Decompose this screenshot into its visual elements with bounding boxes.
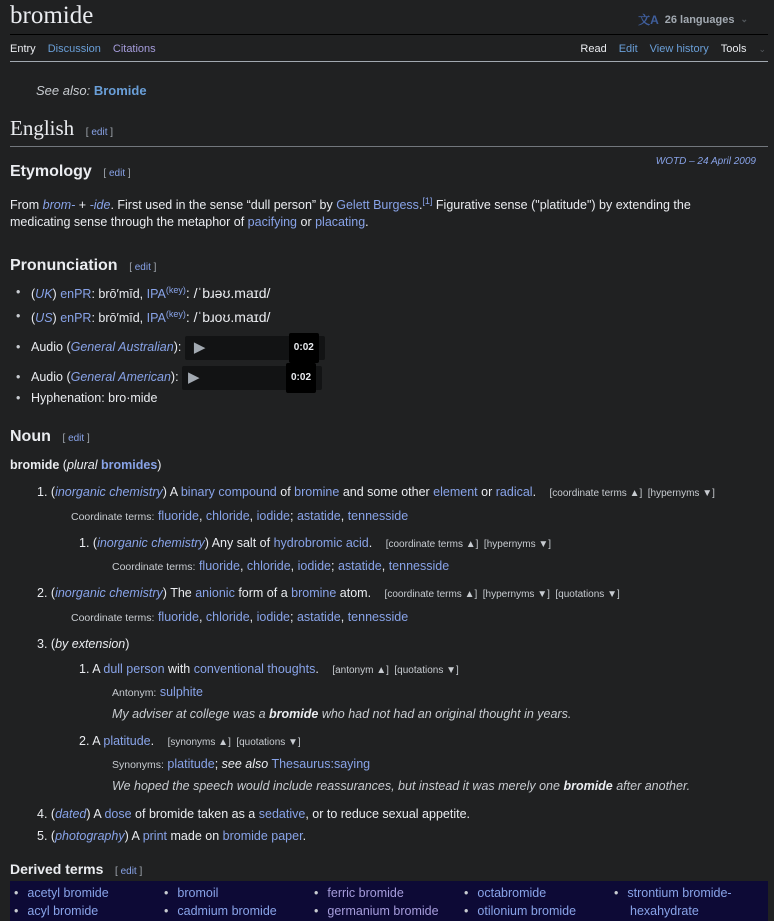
pronunciation-list	[16, 285, 325, 405]
sense-4: 4. (dated) A dose of bromide taken as a sedative, or to reduce sexual appetite.	[37, 807, 470, 821]
thesaurus-link[interactable]: Thesaurus:saying	[271, 757, 371, 771]
derived-col-1: • acetyl bromide • acyl bromide	[14, 886, 109, 918]
text: From	[10, 198, 40, 213]
etymology-heading-row	[10, 163, 131, 181]
term-link[interactable]: fluoride	[198, 559, 240, 573]
term-link[interactable]: tennesside	[347, 509, 409, 523]
edit-link[interactable]: edit	[120, 866, 137, 877]
hypernyms-toggle[interactable]: [hypernyms ▼]	[647, 488, 715, 499]
element-link[interactable]: element	[433, 485, 478, 499]
example-headword: bromide	[269, 707, 319, 721]
quotations-toggle[interactable]: [quotations ▼]	[555, 589, 620, 600]
translate-icon: 文A	[638, 13, 659, 27]
noun-heading: Noun	[10, 428, 51, 445]
tab-citations[interactable]: Citations	[112, 43, 156, 55]
text: with	[168, 662, 191, 676]
usage-example	[112, 707, 571, 721]
tab-read[interactable]: Read	[580, 43, 607, 55]
quotations-toggle[interactable]: [quotations ▼]	[236, 737, 301, 748]
coordinate-terms-toggle[interactable]: [coordinate terms ▲]	[549, 488, 643, 499]
wotd-link[interactable]: WOTD – 24 April 2009	[655, 156, 756, 167]
derived-term-link[interactable]: ferric bromide	[327, 886, 404, 900]
tab-edit[interactable]: Edit	[618, 43, 638, 55]
platitude-link[interactable]: platitude	[103, 734, 151, 748]
enpr-value: brō′mīd,	[98, 287, 144, 302]
coordinate-terms: Coordinate terms: fluoride, chloride, iodide; astatide, tennesside	[71, 509, 409, 523]
coordinate-terms: Coordinate terms: fluoride, chloride, iodide; astatide, tennesside	[71, 610, 409, 624]
pacifying-link[interactable]: pacifying	[247, 215, 298, 229]
chevron-down-icon[interactable]: ⌄	[758, 43, 766, 54]
coordinate-terms: Coordinate terms: fluoride, chloride, iodide; astatide, tennesside	[112, 559, 450, 573]
sense-3: 3. (by extension)	[37, 637, 130, 651]
accent-link[interactable]: General Australian	[70, 340, 174, 354]
derived-term-link[interactable]: hexahydrate	[630, 904, 699, 918]
derived-terms-heading: Derived terms	[10, 861, 104, 877]
coordinate-terms-label: Coordinate terms:	[71, 511, 155, 523]
audio-player[interactable]	[185, 336, 325, 360]
english-heading: English	[10, 116, 75, 140]
text: We hoped the speech would include reassurances, but instead it was merely one	[112, 779, 560, 793]
coordinate-terms-label: Coordinate terms:	[112, 561, 196, 573]
uk-link[interactable]: UK	[35, 287, 53, 302]
see-also-text: see also	[221, 757, 269, 771]
ipa-value: : /ˈbɹəʊ.maɪd/	[185, 285, 271, 302]
edit-section: [ edit ]	[103, 168, 131, 179]
text: A	[92, 734, 100, 748]
view-tabs	[580, 43, 766, 55]
play-icon[interactable]: ▶	[188, 368, 200, 386]
bromine-link[interactable]: bromine	[294, 485, 340, 499]
text: made on	[170, 829, 220, 843]
sense-3-2: 2. A platitude. [synonyms ▲] [quotations ▼]	[79, 734, 301, 748]
derived-terms-box	[10, 881, 768, 921]
audio-player[interactable]	[182, 366, 322, 390]
sense-1: 1. (inorganic chemistry) A binary compound of bromine and some other element or radical. [coordinate terms ▲] [hypernyms ▼]	[37, 485, 715, 499]
placating-link[interactable]: placating	[315, 215, 366, 229]
term-link[interactable]: chloride	[205, 509, 250, 523]
term-link[interactable]: astatide	[296, 610, 341, 624]
headword-line: bromide (plural bromides)	[10, 458, 162, 472]
sense-number: 4.	[37, 807, 48, 821]
term-link[interactable]: tennesside	[388, 559, 450, 573]
hypernyms-toggle[interactable]: [hypernyms ▼]	[483, 539, 552, 550]
enpr-link[interactable]: enPR	[60, 311, 92, 326]
derived-term-link[interactable]: strontium bromide-	[627, 886, 732, 900]
ipa-key-link[interactable]: (key)	[165, 309, 186, 319]
derived-term-link[interactable]: cadmium bromide	[177, 904, 277, 918]
edit-section: [ edit ]	[129, 262, 157, 273]
etymology-heading: Etymology	[10, 163, 92, 180]
label-link[interactable]: dated	[55, 807, 87, 821]
tab-entry[interactable]: Entry	[10, 43, 36, 55]
edit-link[interactable]: edit	[134, 262, 151, 273]
audio-american: • Audio (General American): ▶ 0:02	[16, 365, 325, 391]
text: who had not had an original thought in years.	[321, 707, 572, 721]
derived-col-2: • bromoil • cadmium bromide	[164, 886, 277, 918]
etymology-line-2: medicating sense through the metaphor of pacifying or placating.	[10, 215, 369, 229]
antonym-toggle[interactable]: [antonym ▲]	[332, 665, 389, 676]
derived-term-link[interactable]: acetyl bromide	[27, 886, 109, 900]
usage-example	[112, 779, 690, 793]
plural-link[interactable]: bromides	[101, 458, 158, 472]
label: by extension	[55, 637, 126, 651]
tab-discussion[interactable]: Discussion	[47, 43, 101, 55]
text: or	[300, 215, 312, 229]
anionic-link[interactable]: anionic	[195, 586, 235, 600]
audio-duration: 0:02	[286, 363, 316, 393]
audio-duration: 0:02	[289, 333, 319, 363]
label-link[interactable]: inorganic chemistry	[55, 485, 163, 499]
text: Any salt of	[211, 536, 271, 550]
chevron-down-icon: ⌄	[740, 14, 748, 24]
sense-number: 1.	[37, 485, 48, 499]
pronunciation-heading: Pronunciation	[10, 257, 118, 274]
text: medicating sense through the metaphor of	[10, 215, 245, 229]
languages-label: 26 languages	[664, 13, 735, 26]
see-also	[36, 83, 147, 98]
coordinate-terms-toggle[interactable]: [coordinate terms ▲]	[384, 589, 478, 600]
sense-number: 3.	[37, 637, 48, 651]
antonym-label: Antonym:	[112, 687, 157, 699]
ipa-link[interactable]: IPA	[146, 287, 166, 302]
sedative-link[interactable]: sedative	[258, 807, 306, 821]
sense-number: 1.	[79, 662, 90, 676]
reference-link[interactable]: [1]	[422, 196, 433, 206]
term-link[interactable]: fluoride	[157, 509, 199, 523]
text: after another.	[616, 779, 691, 793]
text: A	[131, 829, 140, 843]
headword: bromide	[10, 458, 60, 472]
derived-col-5: • strontium bromide- hexahydrate	[614, 886, 732, 918]
sense-number: 5.	[37, 829, 48, 843]
gelett-burgess-link[interactable]: Gelett Burgess	[336, 198, 419, 213]
pron-us: • (US) enPR: brō′mīd, $IPA^{(key)}$: /ˈbɹoʊ.maɪd/	[16, 309, 325, 335]
noun-heading-row	[10, 428, 90, 446]
bromine-link[interactable]: bromine	[291, 586, 337, 600]
ipa-link[interactable]: IPA	[146, 311, 166, 326]
pron-uk: • (UK) enPR: brō′mīd, $IPA^{(key)}$: /ˈbɹəʊ.maɪd/	[16, 285, 325, 309]
hypernyms-toggle[interactable]: [hypernyms ▼]	[482, 589, 550, 600]
derived-col-4: • octabromide • otilonium bromide	[464, 886, 577, 918]
derived-term-link[interactable]: bromoil	[177, 886, 219, 900]
label-link[interactable]: photography	[55, 829, 125, 843]
sense-number: 2.	[79, 734, 90, 748]
print-link[interactable]: print	[142, 829, 168, 843]
edit-link[interactable]: edit	[108, 168, 126, 179]
text: A	[92, 662, 100, 676]
tab-view-history[interactable]: View history	[649, 43, 709, 55]
example-headword: bromide	[563, 779, 613, 793]
audio-label: Audio	[31, 340, 63, 354]
coordinate-terms-toggle[interactable]: [coordinate terms ▲]	[385, 539, 479, 550]
languages-button[interactable]	[638, 11, 748, 28]
pronunciation-heading-row	[10, 257, 156, 275]
derived-heading-row	[10, 861, 142, 877]
term-link[interactable]: iodide	[297, 559, 331, 573]
accent-link[interactable]: General American	[70, 370, 171, 384]
text: , or to reduce sexual appetite.	[305, 807, 470, 821]
edit-section: [ edit ]	[62, 433, 90, 444]
sense-number: 2.	[37, 586, 48, 600]
audio-label: Audio	[31, 370, 63, 384]
audio-australian: • Audio (General Australian): ▶ 0:02	[16, 335, 325, 365]
see-also-label: See also:	[36, 83, 91, 98]
text: or	[481, 485, 493, 499]
sense-1-1: 1. (inorganic chemistry) Any salt of hydrobromic acid. [coordinate terms ▲] [hypernyms ▼]	[79, 536, 552, 550]
ipa-key-link[interactable]: (key)	[165, 285, 186, 295]
us-link[interactable]: US	[35, 311, 53, 326]
text: Figurative sense ("platitude") by extending the	[435, 198, 691, 213]
ipa-value: : /ˈbɹoʊ.maɪd/	[185, 309, 271, 326]
english-divider	[10, 146, 768, 147]
tabs-divider	[10, 61, 768, 62]
coordinate-terms-label: Coordinate terms:	[71, 612, 155, 624]
derived-term-link[interactable]: octabromide	[477, 886, 547, 900]
see-also-link[interactable]: Bromide	[93, 83, 147, 98]
term-link[interactable]: iodide	[256, 610, 290, 624]
play-icon[interactable]: ▶	[193, 338, 206, 356]
enpr-value: brō′mīd,	[98, 311, 144, 326]
edit-section: [ edit ]	[85, 127, 114, 138]
synonyms-line: Synonyms: platitude; see also Thesaurus:saying	[112, 757, 371, 771]
sense-3-1: 1. A dull person with conventional thoughts. [antonym ▲] [quotations ▼]	[79, 662, 459, 676]
conventional-thoughts-link[interactable]: conventional thoughts	[193, 662, 316, 676]
dull-person-link[interactable]: dull person	[103, 662, 165, 676]
edit-link[interactable]: edit	[68, 433, 85, 444]
derived-term-link[interactable]: otilonium bromide	[477, 904, 577, 918]
text: atom.	[339, 586, 372, 600]
text: The	[170, 586, 192, 600]
synonyms-toggle[interactable]: [synonyms ▲]	[167, 737, 231, 748]
edit-link[interactable]: edit	[91, 127, 108, 138]
text: form of a	[238, 586, 288, 600]
bromide-paper-link[interactable]: bromide paper	[222, 829, 303, 843]
enpr-link[interactable]: enPR	[60, 287, 92, 302]
page-title: bromide	[10, 2, 94, 29]
text: +	[78, 198, 87, 213]
text: and some other	[342, 485, 430, 499]
term-link[interactable]: fluoride	[157, 610, 199, 624]
ide-link[interactable]: -ide	[89, 198, 111, 213]
sense-2: 2. (inorganic chemistry) The anionic form of a bromine atom. [coordinate terms ▲] [hypernyms ▼] [quotations ▼]	[37, 586, 620, 600]
term-link[interactable]: astatide	[337, 559, 382, 573]
text: My adviser at college was a	[112, 707, 266, 721]
namespace-tabs	[10, 43, 156, 55]
etymology-line-1: From brom- + -ide. First used in the sense “dull person” by Gelett Burgess.[1] Figurative sense ("platitude") by extending the	[10, 196, 691, 213]
english-heading-row	[10, 116, 113, 141]
text: A	[93, 807, 101, 821]
edit-section: [ edit ]	[115, 866, 143, 877]
term-link[interactable]: tennesside	[347, 610, 409, 624]
hyphenation: • Hyphenation: bro·mide	[16, 391, 325, 405]
platitude-link[interactable]: platitude	[167, 757, 215, 771]
text: of	[280, 485, 291, 499]
binary-compound-link[interactable]: binary compound	[180, 485, 277, 499]
hydrobromic-acid-link[interactable]: hydrobromic acid	[273, 536, 369, 550]
antonym-line	[112, 685, 203, 699]
brom-link[interactable]: brom-	[42, 198, 76, 213]
derived-col-3: • ferric bromide • germanium bromide	[314, 886, 439, 918]
label-link[interactable]: inorganic chemistry	[55, 586, 163, 600]
radical-link[interactable]: radical	[495, 485, 533, 499]
plural-label: plural	[66, 458, 98, 472]
term-link[interactable]: chloride	[205, 610, 250, 624]
tools-menu[interactable]: Tools	[720, 43, 747, 55]
derived-term-link[interactable]: acyl bromide	[27, 904, 99, 918]
term-link[interactable]: chloride	[246, 559, 291, 573]
text: of bromide taken as a	[135, 807, 256, 821]
dose-link[interactable]: dose	[104, 807, 132, 821]
synonyms-label: Synonyms:	[112, 759, 164, 771]
term-link[interactable]: astatide	[296, 509, 341, 523]
sense-5: 5. (photography) A print made on bromide paper.	[37, 829, 307, 843]
text: A	[169, 485, 178, 499]
term-link[interactable]: iodide	[256, 509, 290, 523]
derived-term-link[interactable]: germanium bromide	[327, 904, 439, 918]
quotations-toggle[interactable]: [quotations ▼]	[394, 665, 459, 676]
sense-number: 1.	[79, 536, 90, 550]
title-divider	[10, 34, 768, 35]
label-link[interactable]: inorganic chemistry	[97, 536, 205, 550]
sulphite-link[interactable]: sulphite	[159, 685, 203, 699]
text: . First used in the sense “dull person” by	[110, 198, 333, 213]
